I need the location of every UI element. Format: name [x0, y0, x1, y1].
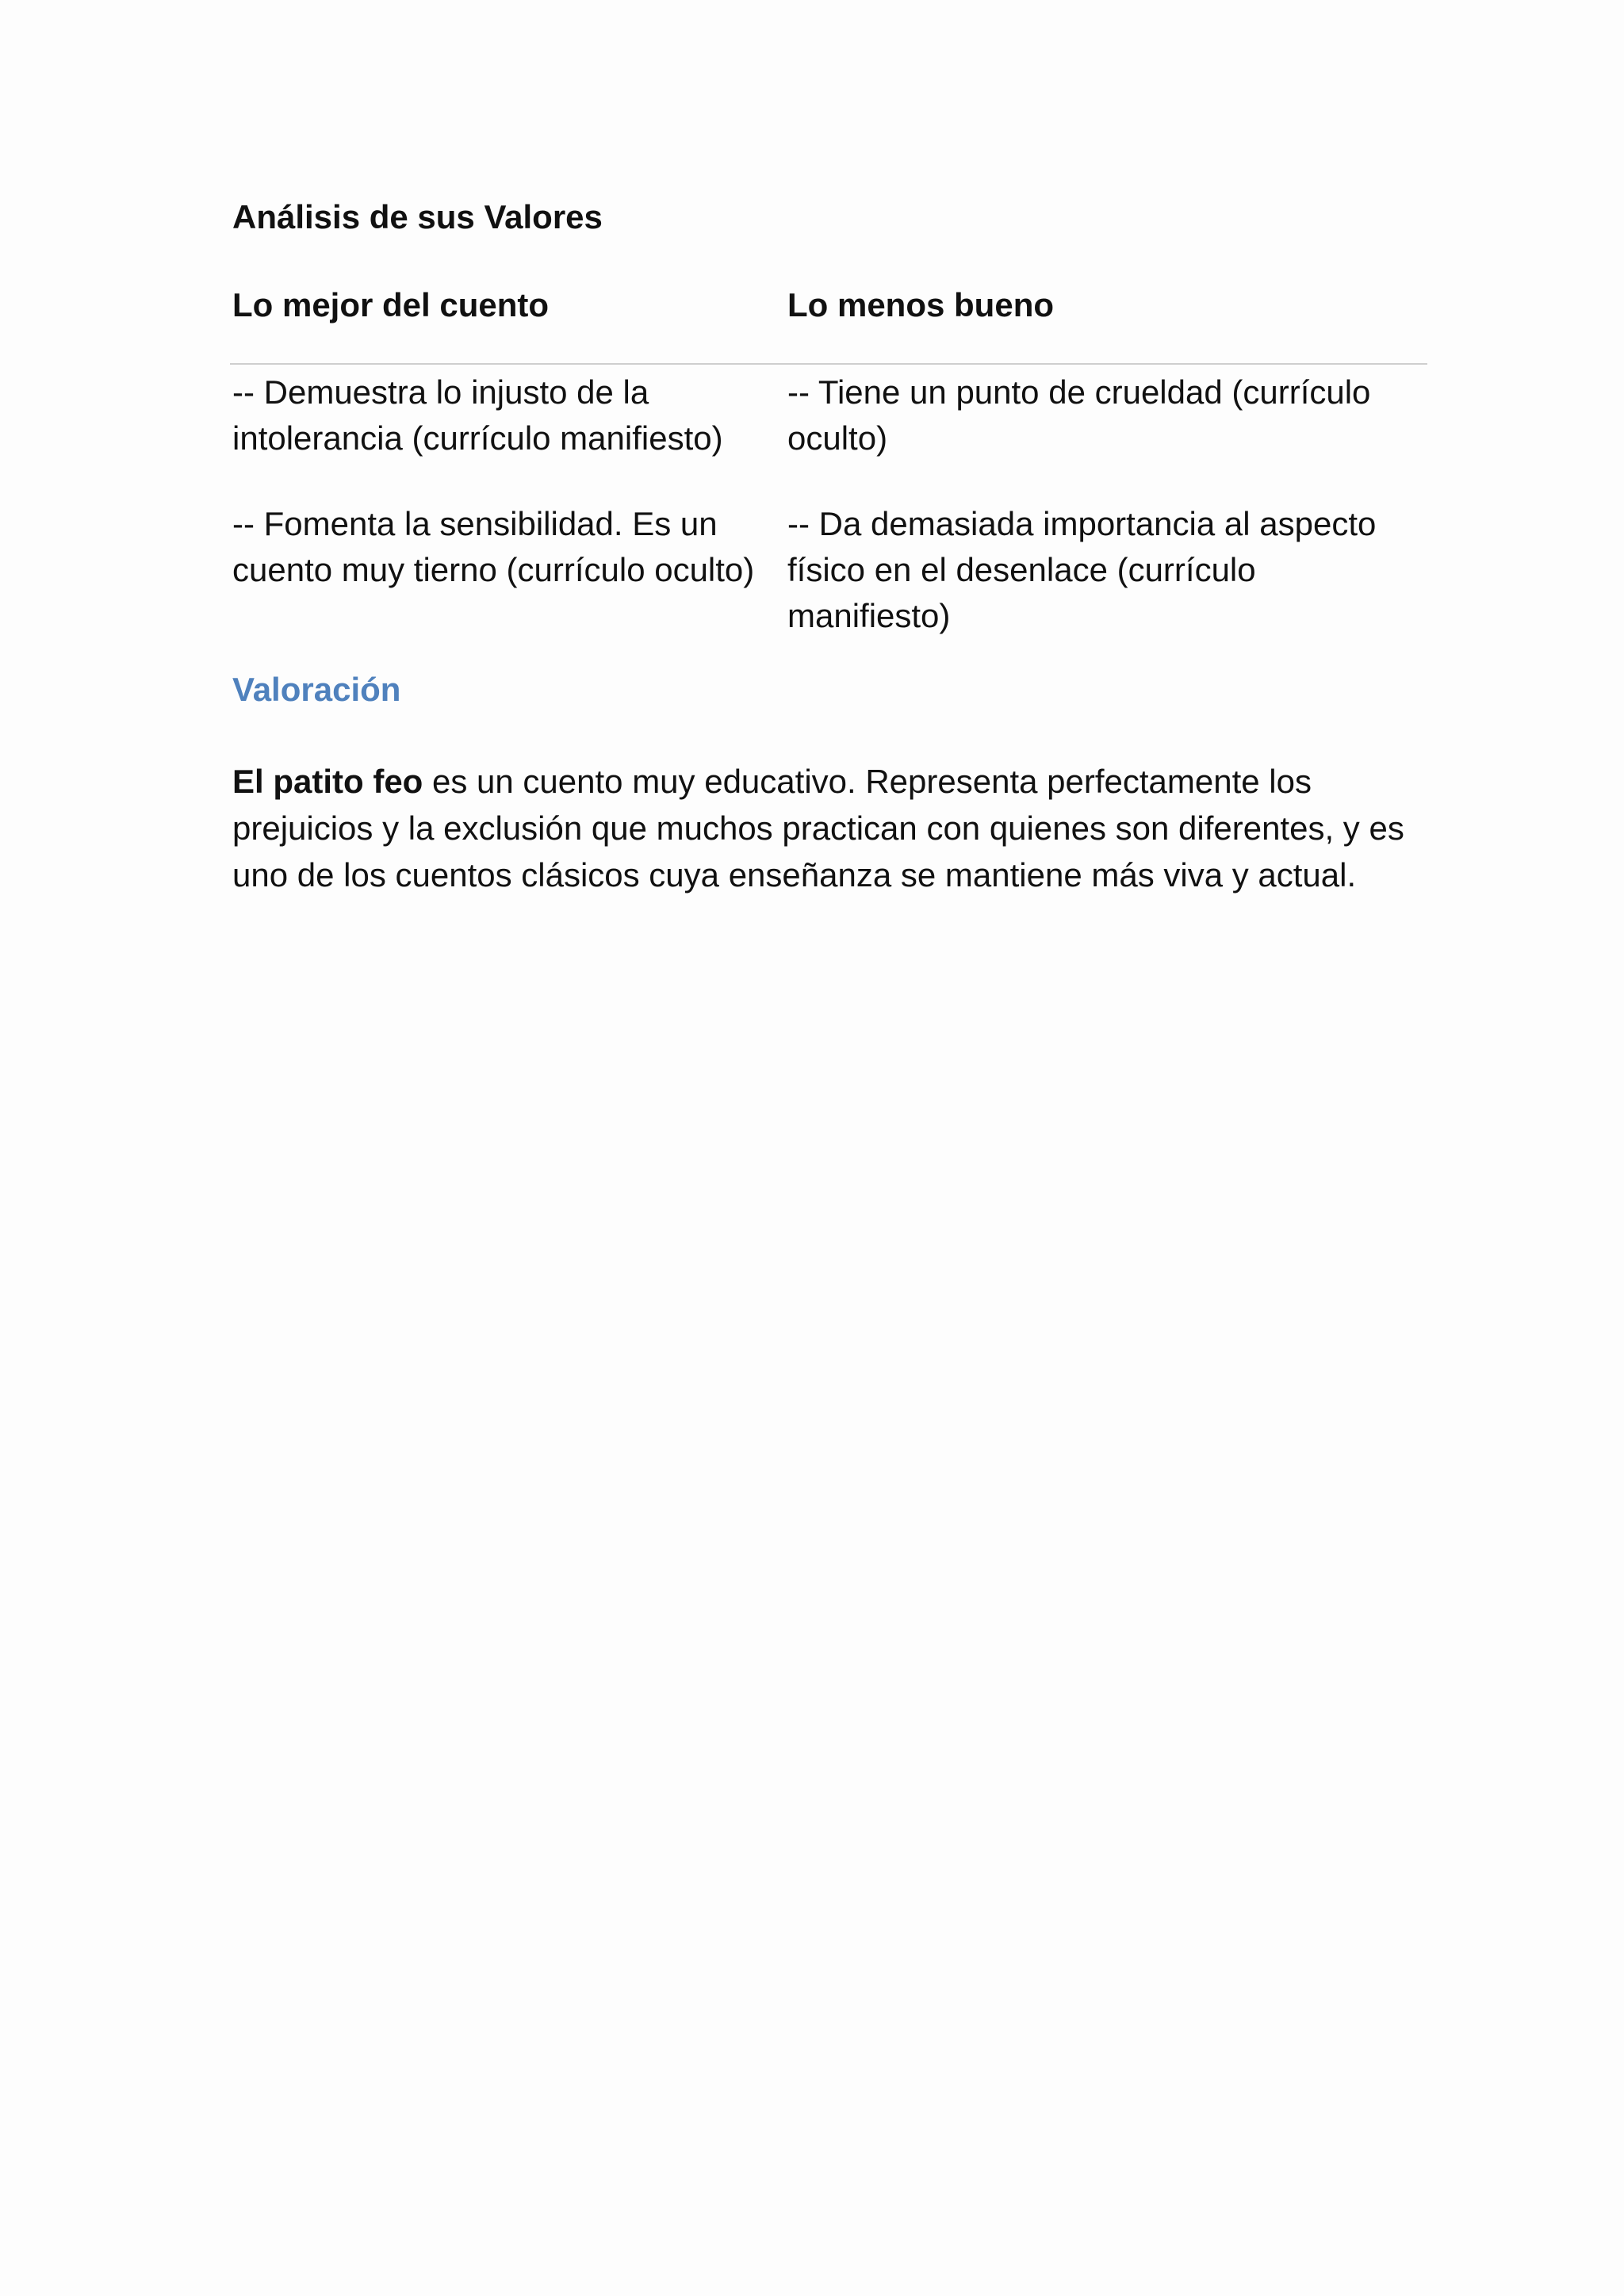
table-cell-best: -- Demuestra lo injusto de la intolerancia (currículo manifiesto): [232, 373, 723, 457]
header-best: Lo mejor del cuento: [232, 286, 550, 323]
valoracion-paragraph: [232, 758, 1406, 898]
header-less-good: Lo menos bueno: [787, 286, 1054, 323]
table-header-row: [230, 282, 1427, 365]
table-cell-less-good: -- Tiene un punto de crueldad (currículo oculto): [787, 373, 1371, 457]
table-row: [230, 461, 1427, 639]
table-row: [230, 365, 1427, 461]
valoracion-heading: Valoración: [232, 671, 401, 708]
paragraph-text: es un cuento muy educativo. Representa perfectamente los prejuicios y la exclusión que muchos practican con quienes son diferentes, y es uno de los cuentos clásicos cuya enseñanza se mantiene más viva y actual.: [232, 763, 1404, 894]
table-cell-less-good: -- Da demasiada importancia al aspecto físico en el desenlace (currículo manifiesto): [787, 505, 1377, 634]
table-cell-best: -- Fomenta la sensibilidad. Es un cuento muy tierno (currículo oculto): [232, 505, 755, 588]
values-table: [230, 282, 1427, 639]
section-title: Análisis de sus Valores: [232, 198, 603, 235]
paragraph-bold-lead: El patito feo: [232, 763, 423, 800]
